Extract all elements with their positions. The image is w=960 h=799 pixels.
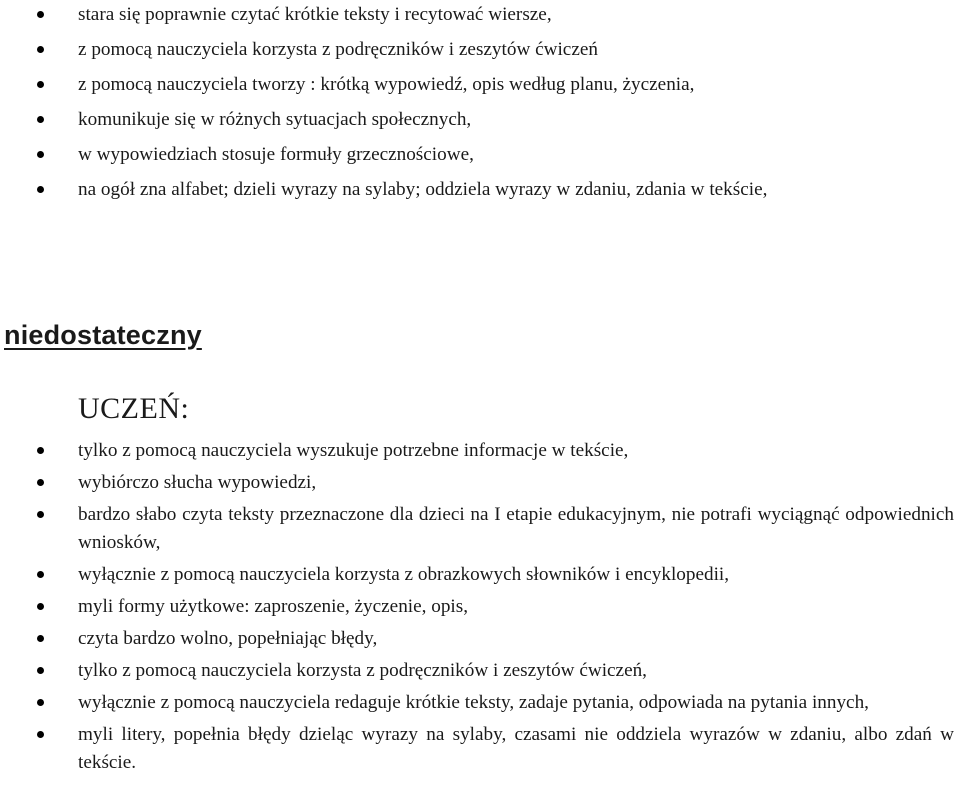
list-item: tylko z pomocą nauczyciela wyszukuje potrzebne informacje w tekście, — [0, 437, 960, 465]
bullet-icon — [37, 151, 44, 158]
bullet-icon — [37, 731, 44, 738]
list-item: wybiórczo słucha wypowiedzi, — [0, 469, 960, 497]
list-item: komunikuje się w różnych sytuacjach społecznych, — [0, 106, 960, 134]
bullet-icon — [37, 186, 44, 193]
bullet-icon — [37, 511, 44, 518]
bullet-icon — [37, 46, 44, 53]
list-item: wyłącznie z pomocą nauczyciela korzysta z obrazkowych słowników i encyklopedii, — [0, 561, 960, 589]
bullet-icon — [37, 603, 44, 610]
grade-heading: niedostateczny — [4, 320, 202, 350]
bullet-icon — [37, 116, 44, 123]
list-item: na ogół zna alfabet; dzieli wyrazy na sylaby; oddziela wyrazy w zdaniu, zdania w tekście, — [0, 176, 960, 204]
bullet-icon — [37, 699, 44, 706]
list-item: myli formy użytkowe: zaproszenie, życzenie, opis, — [0, 593, 960, 621]
bullet-icon — [37, 81, 44, 88]
list-item: czyta bardzo wolno, popełniając błędy, — [0, 625, 960, 653]
list-item: stara się poprawnie czytać krótkie teksty i recytować wiersze, — [0, 1, 960, 29]
list-item: tylko z pomocą nauczyciela korzysta z podręczników i zeszytów ćwiczeń, — [0, 657, 960, 685]
list-item: w wypowiedziach stosuje formuły grzecznościowe, — [0, 141, 960, 169]
list-item: z pomocą nauczyciela korzysta z podręczników i zeszytów ćwiczeń — [0, 36, 960, 64]
list-item: z pomocą nauczyciela tworzy : krótką wypowiedź, opis według planu, życzenia, — [0, 71, 960, 99]
bullet-icon — [37, 479, 44, 486]
skills-list-top — [0, 1, 960, 211]
bullet-icon — [37, 635, 44, 642]
list-item: myli litery, popełnia błędy dzieląc wyrazy na sylaby, czasami nie oddziela wyrazów w zdaniu, albo zdań w tekście. — [0, 721, 960, 777]
skills-list-student — [0, 437, 960, 781]
list-item: wyłącznie z pomocą nauczyciela redaguje krótkie teksty, zadaje pytania, odpowiada na pytania innych, — [0, 689, 960, 717]
bullet-icon — [37, 11, 44, 18]
bullet-icon — [37, 447, 44, 454]
bullet-icon — [37, 667, 44, 674]
student-heading: UCZEŃ: — [78, 392, 190, 425]
list-item: bardzo słabo czyta teksty przeznaczone dla dzieci na I etapie edukacyjnym, nie potrafi wyciągnąć odpowiednich wniosków, — [0, 501, 960, 557]
bullet-icon — [37, 571, 44, 578]
